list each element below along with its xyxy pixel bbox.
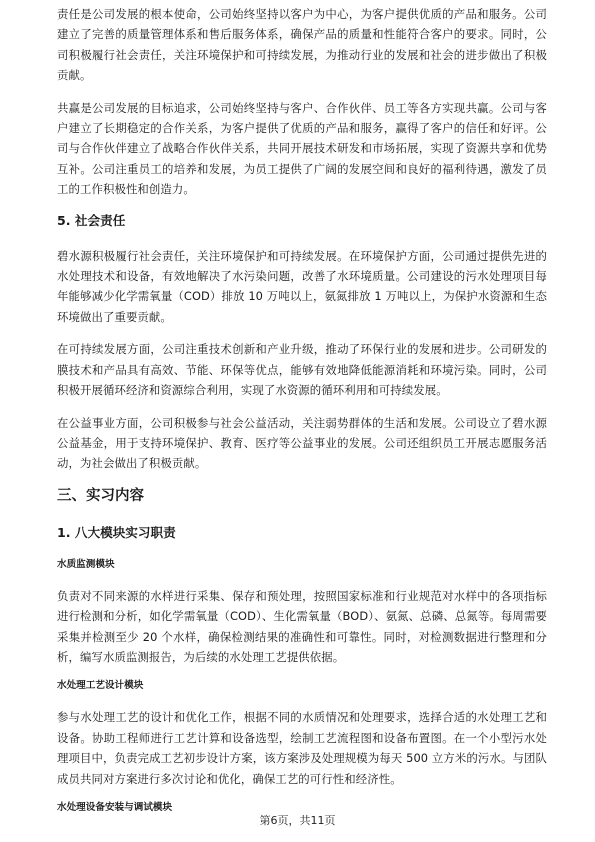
paragraph-responsibility: 责任是公司发展的根本使命，公司始终坚持以客户为中心，为客户提供优质的产品和服务。公司建立了完善的质量管理体系和售后服务体系，确保产品的质量和性能符合客户的要求。同时，公司积极履行社会责任，关注环境保护和可持续发展，为推动行业的发展和社会的进步做出了积极贡献。 — [57, 7, 547, 83]
paragraph-win-win: 共赢是公司发展的目标追求，公司始终坚持与客户、合作伙伴、员工等各方实现共赢。公司与客户建立了长期稳定的合作关系，为客户提供了优质的产品和服务，赢得了客户的信任和好评。公司与合作伙伴建立了战略合作伙伴关系，共同开展技术研发和市场拓展，实现了资源共享和优势互补。公司注重员工的培养和发展，为员工提供了广阔的发展空间和良好的福利待遇，激发了员工的工作积极性和创造力。 — [57, 100, 547, 197]
paragraph-process-design: 参与水处理工艺的设计和优化工作，根据不同的水质情况和处理要求，选择合适的水处理工艺和设备。协助工程师进行工艺计算和设备选型，绘制工艺流程图和设备布置图。在一个小型污水处理项目中，负责完成工艺初步设计方案，该方案涉及处理规模为每天 500 立方米的污水。与团队成员共同对方案进行多次讨论和优化，确保工艺的可行性和经济性。 — [57, 710, 547, 786]
module-heading-water-monitoring: 水质监测模块 — [57, 558, 115, 570]
paragraph-public-welfare: 在公益事业方面，公司积极参与社会公益活动，关注弱势群体的生活和发展。公司设立了碧水源公益基金，用于支持环境保护、教育、医疗等公益事业的发展。公司还组织员工开展志愿服务活动，为社会做出了积极贡献。 — [57, 415, 547, 471]
paragraph-sustainability: 在可持续发展方面，公司注重技术创新和产业升级，推动了环保行业的发展和进步。公司研发的膜技术和产品具有高效、节能、环保等优点，能够有效地降低能源消耗和环境污染。同时，公司积极开展循环经济和资源综合利用，实现了水资源的循环利用和可持续发展。 — [57, 342, 547, 398]
subheading-eight-modules: 1. 八大模块实习职责 — [57, 524, 176, 540]
module-heading-equipment-install: 水处理设备安装与调试模块 — [57, 801, 173, 813]
page-footer: 第6页，共11页 — [259, 814, 336, 827]
module-heading-process-design: 水处理工艺设计模块 — [57, 680, 144, 692]
section-heading-social-responsibility: 5. 社会责任 — [57, 212, 126, 228]
document-page — [57, 4, 547, 829]
chapter-heading-internship-content: 三、实习内容 — [57, 487, 144, 504]
paragraph-water-monitoring: 负责对不同来源的水样进行采集、保存和预处理，按照国家标准和行业规范对水样中的各项指标进行检测和分析，如化学需氧量（COD）、生化需氧量（BOD）、氨氮、总磷、总氮等。每周需要采集并检测至少 20 个水样，确保检测结果的准确性和可靠性。同时，对检测数据进行整理和分析，编写水质监测报告，为后续的水处理工艺提供依据。 — [57, 588, 547, 664]
paragraph-environment: 碧水源积极履行社会责任，关注环境保护和可持续发展。在环境保护方面，公司通过提供先进的水处理技术和设备，有效地解决了水污染问题，改善了水环境质量。公司建设的污水处理项目每年能够减少化学需氧量（COD）排放 10 万吨以上，氨氮排放 1 万吨以上，为保护水资源和生态环境做出了重要贡献。 — [57, 248, 547, 324]
